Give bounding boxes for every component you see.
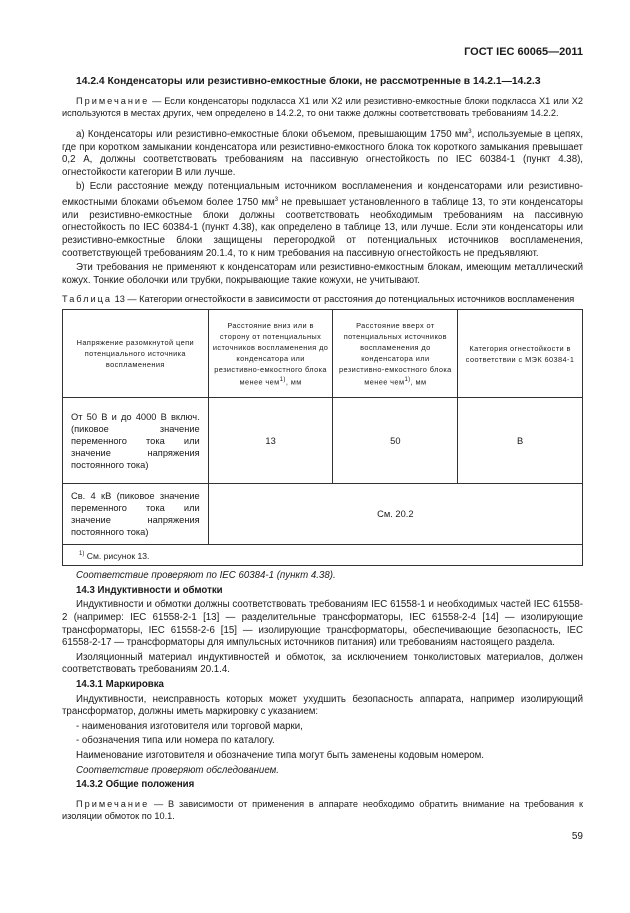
row2-voltage: Св. 4 кВ (пиковое значение переменного тока или значение напряжения постоянного тока) bbox=[63, 484, 209, 545]
note-text: — В зависимости от применения в аппарате необходимо обратить внимание на требования к изоляции обмоток по 10.1. bbox=[62, 798, 583, 822]
row1-category: В bbox=[458, 398, 583, 484]
paragraph-marking: Индуктивности, неисправность которых может ухудшить безопасность аппарата, например изолирующий трансформатор, должны иметь маркировку с указанием: bbox=[62, 693, 583, 718]
header-distance-down bbox=[208, 309, 333, 397]
header-distance-up bbox=[333, 309, 458, 397]
paragraph-b-end: не превышает установленного в таблице 13, то эти конденсаторы или резистивно-емкостные блоки должны соответствовать необходимым требованиям на пассивную огнестойкость по IEC 60384-1 (пункт 4.38), как определено в таблице 13, или лучше. Если эти конденсаторы или резистивно-емкостные блоки защищены перегородкой от потенциальных источников воспламенения, соответствующей требованиям 20.1.4, то к ним требования на пассивную огнестойкость не предъявляют. bbox=[62, 197, 583, 259]
row1-voltage: От 50 В и до 4000 В включ. (пиковое значение переменного тока или значение напряжения постоянного тока) bbox=[63, 398, 209, 484]
heading-14-3-1: 14.3.1 Маркировка bbox=[76, 679, 164, 691]
note-14-3-2 bbox=[62, 798, 583, 823]
paragraph-b bbox=[62, 181, 583, 260]
paragraph-a-end: , используемые в цепях, где при коротком замыкании конденсатора или резистивно-емкостного блока ток короткого замыкания превышает 0,2 А, должны соответствовать требованиям на пассивную огнестойкость по IEC 60384-1 (пункт 4.38), огнестойкости категории В или лучше. bbox=[62, 129, 584, 178]
paragraph-code-number: Наименование изготовителя и обозначение типа могут быть заменены кодовым номером. bbox=[76, 750, 484, 762]
header-distance-down-text: Расстояние вниз или в сторону от потенциальных источников воспламенения до конденсатора или резистивно-емкостного блока менее чем bbox=[212, 320, 329, 387]
heading-14-2-4: 14.2.4 Конденсаторы или резистивно-емкостные блоки, не рассмотренные в 14.2.1—14.2.3 bbox=[76, 76, 541, 87]
paragraph-a bbox=[62, 126, 583, 180]
header-category: Категория огнестойкости в соответствии с МЭК 60384-1 bbox=[458, 309, 583, 397]
compliance-14-3-1: Соответствие проверяют обследованием. bbox=[76, 764, 279, 776]
header-voltage: Напряжение разомкнутой цепи потенциального источника воспламенения bbox=[63, 309, 209, 397]
table-header-row bbox=[63, 309, 583, 397]
note-word: Примечание bbox=[76, 95, 150, 106]
table-caption-text: 13 — Категории огнестойкости в зависимости от расстояния до потенциальных источников воспламенения bbox=[112, 294, 575, 305]
paragraph-a-start: a) Конденсаторы или резистивно-емкостные блоки объемом, превышающим 1750 мм bbox=[76, 129, 469, 141]
header-distance-up-sup: 1) bbox=[404, 376, 411, 383]
row1-distance-up: 50 bbox=[333, 398, 458, 484]
table-row bbox=[63, 398, 583, 484]
paragraph-b-start: b) Если расстояние между потенциальным источником воспламенения и конденсаторами или резистивно-емкостными блоками объемом более 1750 мм bbox=[62, 181, 583, 209]
table-row bbox=[63, 484, 583, 545]
table-caption bbox=[62, 293, 583, 306]
table-footnote bbox=[63, 545, 583, 566]
heading-14-3: 14.3 Индуктивности и обмотки bbox=[76, 584, 223, 596]
footnote-text: См. рисунок 13. bbox=[84, 551, 150, 562]
table-caption-word: Таблица bbox=[62, 294, 113, 305]
header-distance-up-text: Расстояние вверх от потенциальных источников воспламенения до конденсатора или резистивно-емкостного блока менее чем bbox=[339, 320, 452, 387]
paragraph-a-sup: 3 bbox=[468, 128, 472, 135]
header-distance-up-unit: , мм bbox=[410, 377, 427, 387]
header-distance-down-unit: , мм bbox=[285, 377, 302, 387]
table-footnote-row bbox=[63, 545, 583, 566]
paragraph-14-3-1: Индуктивности и обмотки должны соответствовать требованиям IEC 61558-1 и необходимых частей IEC 61558-2 (например: IEC 61558-2-1 [13] — разделительные трансформаторы, IEC 61558-2-4 [14] — изолирующие трансформаторы, IEC 61558-2-6 [15] — изолирующие трансформаторы, обеспечивающие безопасность, IEC 61558-2-17 — трансформаторы для импульсных источников питания) или требованиям настоящего раздела. bbox=[62, 599, 583, 649]
compliance-14-2-4: Соответствие проверяют по IEC 60384-1 (пункт 4.38). bbox=[76, 570, 336, 582]
list-item: - обозначения типа или номера по каталогу. bbox=[76, 735, 275, 747]
header-distance-down-sup: 1) bbox=[279, 376, 286, 383]
row1-distance-down: 13 bbox=[208, 398, 333, 484]
list-item: - наименования изготовителя или торговой марки, bbox=[76, 720, 303, 732]
page-number: 59 bbox=[571, 831, 583, 842]
footnote-sup: 1) bbox=[79, 551, 85, 558]
heading-14-3-2: 14.3.2 Общие положения bbox=[76, 779, 195, 791]
paragraph-c: Эти требования не применяют к конденсаторам или резистивно-емкостным блокам, имеющим металлический кожух. Тонкие оболочки или трубки, покрывающие такие кожухи, не учитывают. bbox=[62, 262, 583, 286]
standard-number: ГОСТ IEC 60065—2011 bbox=[464, 46, 583, 58]
note-word: Примечание bbox=[76, 798, 150, 809]
paragraph-14-3-2: Изоляционный материал индуктивностей и обмоток, за исключением тонколистовых материалов, должен соответствовать требованиям 20.1.4. bbox=[62, 651, 583, 676]
row2-value: См. 20.2 bbox=[208, 484, 582, 545]
note-text: — Если конденсаторы подкласса X1 или X2 или резистивно-емкостные блоки подкласса X1 или X2 используются в местах других, чем определено в 14.2.2, то они также должны соответствовать требованиям 14.2.2. bbox=[62, 95, 583, 119]
note-14-2-4 bbox=[62, 95, 583, 120]
table-13 bbox=[62, 309, 583, 566]
paragraph-b-sup: 3 bbox=[274, 196, 279, 203]
page-body bbox=[62, 76, 583, 825]
